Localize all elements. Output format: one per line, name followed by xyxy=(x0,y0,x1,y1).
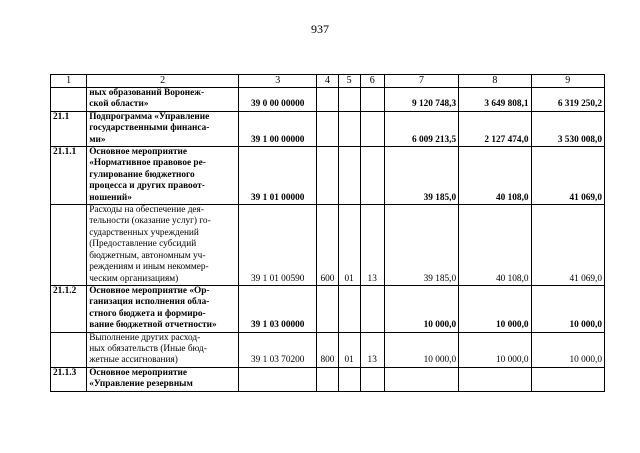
column-header: 1 xyxy=(51,75,87,88)
amount-col7: 39 185,0 xyxy=(384,147,458,205)
description-line: процесса и других правоот- xyxy=(89,181,205,192)
description-line: вание бюджетной отчетности» xyxy=(89,320,217,331)
amount-col8 xyxy=(459,367,531,391)
row-number xyxy=(51,332,87,367)
description-line: гулирование бюджетного xyxy=(89,169,195,180)
description-line: ных обязательств (Иные бюд- xyxy=(89,343,207,354)
amount-col8: 40 108,0 xyxy=(459,147,531,205)
description-line: сударственных учреждений xyxy=(89,227,199,238)
description-line: тельности (оказание услуг) го- xyxy=(89,216,211,227)
expense-type: 800 xyxy=(317,332,338,367)
description-line: Основное мероприятие «Ор- xyxy=(89,285,210,296)
subsection-code xyxy=(360,285,384,332)
section-code: 01 xyxy=(338,205,360,286)
column-header: 4 xyxy=(317,75,338,88)
row-description xyxy=(87,332,239,367)
amount-col7: 39 185,0 xyxy=(384,205,458,286)
table-row xyxy=(51,285,605,332)
row-number xyxy=(51,88,87,112)
budget-table xyxy=(50,74,605,392)
subsection-code xyxy=(360,147,384,205)
amount-col9 xyxy=(531,367,604,391)
subsection-code xyxy=(360,111,384,146)
table-row xyxy=(51,147,605,205)
section-code xyxy=(338,285,360,332)
amount-col7: 10 000,0 xyxy=(384,332,458,367)
description-line: реждениям и иным некоммер- xyxy=(89,262,209,273)
row-description xyxy=(87,367,239,391)
row-description xyxy=(87,111,239,146)
column-header: 2 xyxy=(87,75,239,88)
amount-col8: 10 000,0 xyxy=(459,332,531,367)
row-description xyxy=(87,285,239,332)
section-code: 01 xyxy=(338,332,360,367)
table-row xyxy=(51,367,605,391)
row-number: 21.1.1 xyxy=(51,147,87,205)
description-line: «Нормативное правовое ре- xyxy=(89,158,206,169)
description-line: государственными финанса- xyxy=(89,123,210,134)
amount-col9: 6 319 250,2 xyxy=(531,88,604,112)
column-header: 7 xyxy=(384,75,458,88)
expense-type xyxy=(317,367,338,391)
section-code xyxy=(338,88,360,112)
description-line: ческим организациям) xyxy=(89,273,179,284)
expense-type xyxy=(317,285,338,332)
budget-code xyxy=(239,367,317,391)
subsection-code xyxy=(360,367,384,391)
budget-code: 39 1 03 00000 xyxy=(239,285,317,332)
row-description xyxy=(87,147,239,205)
amount-col8: 3 649 808,1 xyxy=(459,88,531,112)
section-code xyxy=(338,111,360,146)
column-header: 9 xyxy=(531,75,604,88)
row-description xyxy=(87,205,239,286)
description-line: Основное мероприятие xyxy=(89,367,188,378)
description-line: ганизация исполнения обла- xyxy=(89,297,210,308)
row-number: 21.1.2 xyxy=(51,285,87,332)
budget-code: 39 1 00 00000 xyxy=(239,111,317,146)
section-code xyxy=(338,367,360,391)
amount-col9: 41 069,0 xyxy=(531,147,604,205)
amount-col8: 10 000,0 xyxy=(459,285,531,332)
amount-col7: 10 000,0 xyxy=(384,285,458,332)
description-line: Основное мероприятие xyxy=(89,147,188,158)
description-line: ской области» xyxy=(89,99,149,110)
budget-code: 39 1 03 70200 xyxy=(239,332,317,367)
table-row xyxy=(51,332,605,367)
subsection-code: 13 xyxy=(360,332,384,367)
amount-col7 xyxy=(384,367,458,391)
amount-col8: 40 108,0 xyxy=(459,205,531,286)
description-line: Выполнение других расход- xyxy=(89,332,201,343)
row-number: 21.1 xyxy=(51,111,87,146)
expense-type: 600 xyxy=(317,205,338,286)
table-row xyxy=(51,205,605,286)
description-line: «Управление резервным xyxy=(89,379,193,390)
row-description xyxy=(87,88,239,112)
expense-type xyxy=(317,147,338,205)
amount-col9: 10 000,0 xyxy=(531,285,604,332)
expense-type xyxy=(317,111,338,146)
budget-code: 39 1 01 00590 xyxy=(239,205,317,286)
table-row xyxy=(51,88,605,112)
description-line: Подпрограмма «Управление xyxy=(89,111,210,122)
column-header: 8 xyxy=(459,75,531,88)
amount-col8: 2 127 474,0 xyxy=(459,111,531,146)
amount-col7: 6 009 213,5 xyxy=(384,111,458,146)
description-line: стного бюджета и формиро- xyxy=(89,308,206,319)
column-header: 3 xyxy=(239,75,317,88)
amount-col9: 10 000,0 xyxy=(531,332,604,367)
row-number: 21.1.3 xyxy=(51,367,87,391)
description-line: Расходы на обеспечение дея- xyxy=(89,205,204,216)
subsection-code xyxy=(360,88,384,112)
budget-code: 39 1 01 00000 xyxy=(239,147,317,205)
section-code xyxy=(338,147,360,205)
description-line: ных образований Воронеж- xyxy=(89,88,205,98)
amount-col7: 9 120 748,3 xyxy=(384,88,458,112)
amount-col9: 41 069,0 xyxy=(531,205,604,286)
row-number xyxy=(51,205,87,286)
description-line: жетные ассигнования) xyxy=(89,355,178,366)
description-line: ми» xyxy=(89,134,106,145)
budget-code: 39 0 00 00000 xyxy=(239,88,317,112)
description-line: (Предоставление субсидий xyxy=(89,239,197,250)
table-row xyxy=(51,111,605,146)
column-header: 5 xyxy=(338,75,360,88)
page-number: 937 xyxy=(311,22,329,36)
description-line: бюджетным, автономным уч- xyxy=(89,250,206,261)
expense-type xyxy=(317,88,338,112)
subsection-code: 13 xyxy=(360,205,384,286)
column-header: 6 xyxy=(360,75,384,88)
description-line: ношений» xyxy=(89,192,132,203)
header-row xyxy=(51,75,605,88)
amount-col9: 3 530 008,0 xyxy=(531,111,604,146)
